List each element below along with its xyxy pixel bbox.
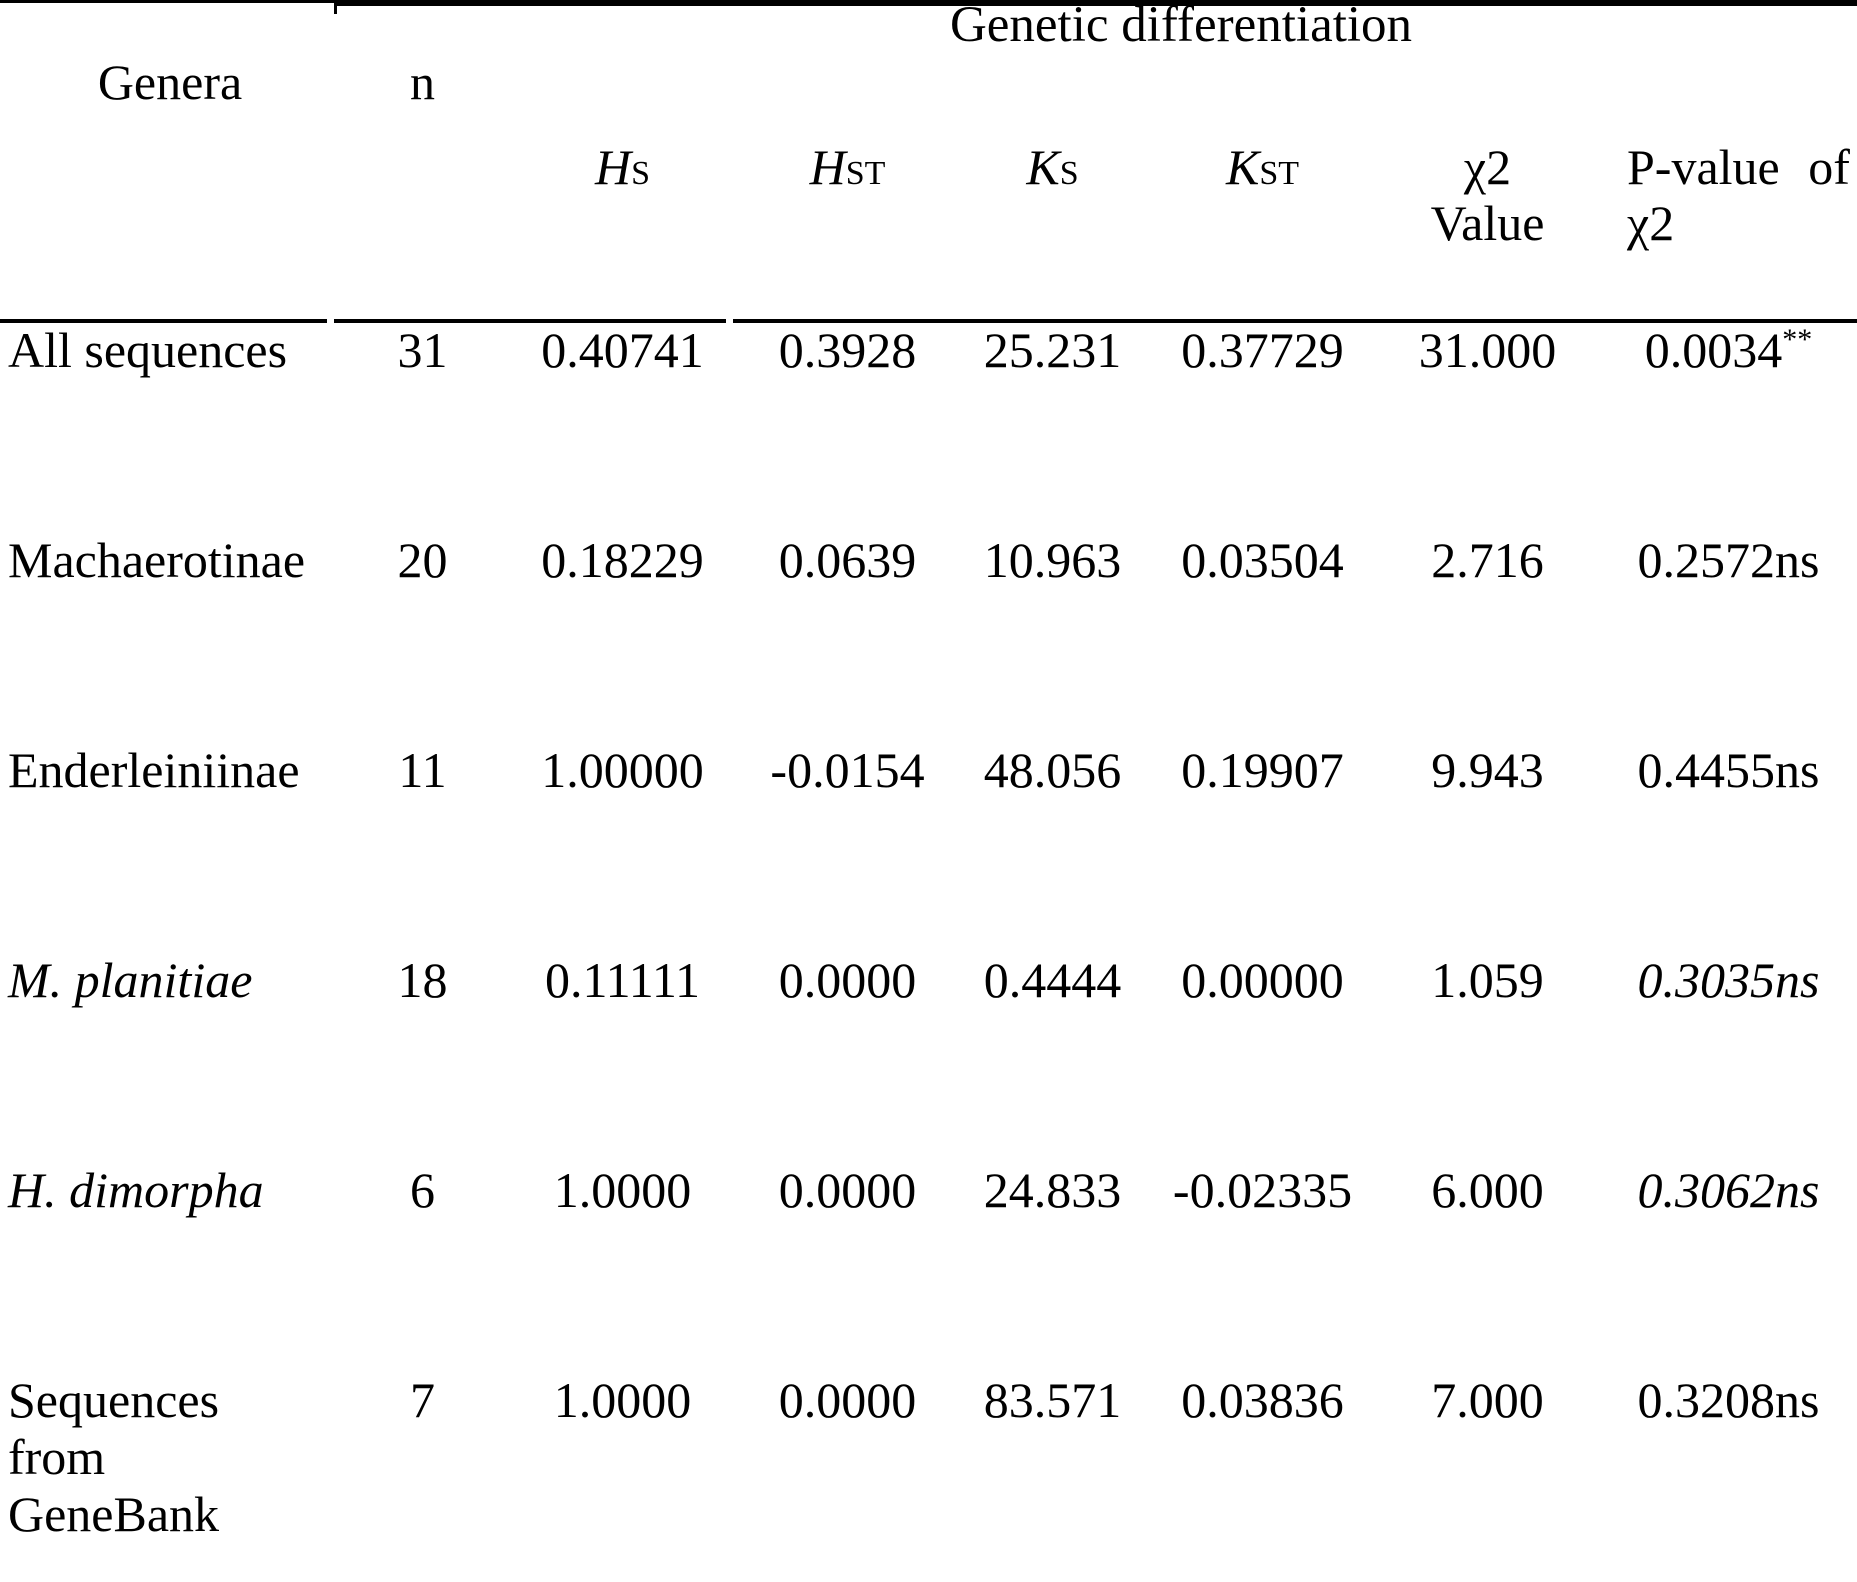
genera-label: Machaerotinae [8, 532, 306, 588]
pvalue-suffix: ns [1775, 742, 1820, 798]
pvalue-header-line2: χ2 [1627, 195, 1675, 251]
pvalue-cell [1600, 742, 1857, 799]
kst-cell: 0.03504 [1181, 532, 1344, 588]
table-top-border-tick [334, 0, 337, 14]
pvalue-significance-stars: ** [1782, 323, 1813, 356]
group-header-genetic-differentiation: Genetic differentiation [949, 0, 1413, 53]
pvalue-suffix: ns [1775, 952, 1820, 1008]
chi2-cell: 6.000 [1431, 1162, 1544, 1218]
ks-base: K [1026, 139, 1060, 195]
genera-label: Sequences from GeneBank [8, 1372, 220, 1542]
chi2-cell: 1.059 [1431, 952, 1544, 1008]
column-header-hst [740, 139, 955, 251]
table-row-enderleiniinae [0, 742, 1857, 952]
pvalue-suffix: ns [1775, 1162, 1820, 1218]
sub-header-row [0, 139, 1857, 251]
column-header-hs [505, 139, 740, 251]
hst-cell: 0.0000 [778, 952, 917, 1008]
pvalue-cell [1600, 1372, 1857, 1543]
table-row-all-sequences [0, 322, 1857, 532]
pvalue-number: 0.2572 [1637, 532, 1776, 588]
table-top-border-left [0, 0, 336, 3]
ks-cell: 48.056 [983, 742, 1122, 798]
pvalue-cell [1600, 322, 1857, 379]
column-header-ks [955, 139, 1150, 251]
column-header-genera: Genera [97, 54, 243, 110]
pvalue-header-line1: P-value of [1627, 139, 1850, 195]
kst-subscript: ST [1259, 155, 1300, 192]
chi2-header-line1: χ2 [1463, 139, 1512, 195]
pvalue-number: 0.0034 [1644, 322, 1783, 378]
pvalue-suffix: ns [1775, 1372, 1820, 1428]
sub-header-spacer-n [340, 139, 505, 251]
genera-cell [0, 322, 340, 379]
kst-cell: 0.03836 [1181, 1372, 1344, 1428]
ks-cell: 25.231 [983, 322, 1122, 378]
hst-cell: 0.3928 [778, 322, 917, 378]
hst-base: H [809, 139, 846, 195]
genera-cell [0, 1162, 340, 1219]
hs-cell: 0.11111 [544, 952, 701, 1008]
genera-cell [0, 532, 340, 589]
genera-cell [0, 742, 340, 799]
hs-cell: 0.40741 [541, 322, 704, 378]
pvalue-cell [1600, 952, 1857, 1009]
hst-cell: -0.0154 [770, 742, 925, 798]
pvalue-number: 0.3035 [1637, 952, 1776, 1008]
kst-cell: 0.19907 [1181, 742, 1344, 798]
table-row-h-dimorpha [0, 1162, 1857, 1372]
table-body [0, 322, 1857, 1582]
column-header-chi2-value [1375, 139, 1600, 251]
hs-base: H [594, 139, 632, 195]
kst-cell: -0.02335 [1172, 1162, 1353, 1218]
hst-cell: 0.0000 [778, 1162, 917, 1218]
chi2-cell: 9.943 [1431, 742, 1544, 798]
n-cell: 7 [410, 1372, 435, 1428]
table-row-sequences-from-genebank [0, 1372, 1857, 1582]
ks-cell: 10.963 [983, 532, 1122, 588]
kst-cell: 0.00000 [1181, 952, 1344, 1008]
n-cell: 18 [397, 952, 448, 1008]
chi2-cell: 2.716 [1431, 532, 1544, 588]
kst-cell: 0.37729 [1181, 322, 1344, 378]
n-cell: 6 [410, 1162, 435, 1218]
column-header-n: n [410, 54, 435, 110]
pvalue-number: 0.3208 [1637, 1372, 1776, 1428]
hs-cell: 1.00000 [541, 742, 704, 798]
chi2-cell: 7.000 [1431, 1372, 1544, 1428]
pvalue-number: 0.3062 [1637, 1162, 1776, 1218]
pvalue-suffix: ns [1775, 532, 1820, 588]
ks-cell: 24.833 [983, 1162, 1122, 1218]
kst-base: K [1225, 139, 1260, 195]
pvalue-number: 0.4455 [1637, 742, 1776, 798]
hs-cell: 0.18229 [541, 532, 704, 588]
column-header-pvalue [1600, 139, 1857, 251]
pvalue-cell [1600, 532, 1857, 589]
genera-label: Enderleiniinae [8, 742, 300, 798]
sub-header-spacer-genera [0, 139, 340, 251]
hs-cell: 1.0000 [553, 1372, 692, 1428]
genera-label: M. planitiae [8, 952, 253, 1008]
chi2-header-line2: Value [1430, 195, 1545, 251]
ks-cell: 0.4444 [983, 952, 1122, 1008]
hst-cell: 0.0639 [778, 532, 917, 588]
table-row-machaerotinae [0, 532, 1857, 742]
n-cell: 11 [398, 742, 447, 798]
n-cell: 20 [397, 532, 448, 588]
genera-cell [0, 1372, 340, 1543]
hs-subscript: S [631, 155, 651, 192]
genera-label: H. dimorpha [8, 1162, 264, 1218]
hst-cell: 0.0000 [778, 1372, 917, 1428]
n-cell: 31 [397, 322, 448, 378]
column-header-kst [1150, 139, 1375, 251]
genera-label: All sequences [8, 322, 288, 378]
ks-cell: 83.571 [983, 1372, 1122, 1428]
pvalue-cell [1600, 1162, 1857, 1219]
ks-subscript: S [1059, 155, 1079, 192]
table-row-m-planitiae [0, 952, 1857, 1162]
hs-cell: 1.0000 [553, 1162, 692, 1218]
chi2-cell: 31.000 [1418, 322, 1557, 378]
genera-cell [0, 952, 340, 1009]
hst-subscript: ST [845, 155, 886, 192]
